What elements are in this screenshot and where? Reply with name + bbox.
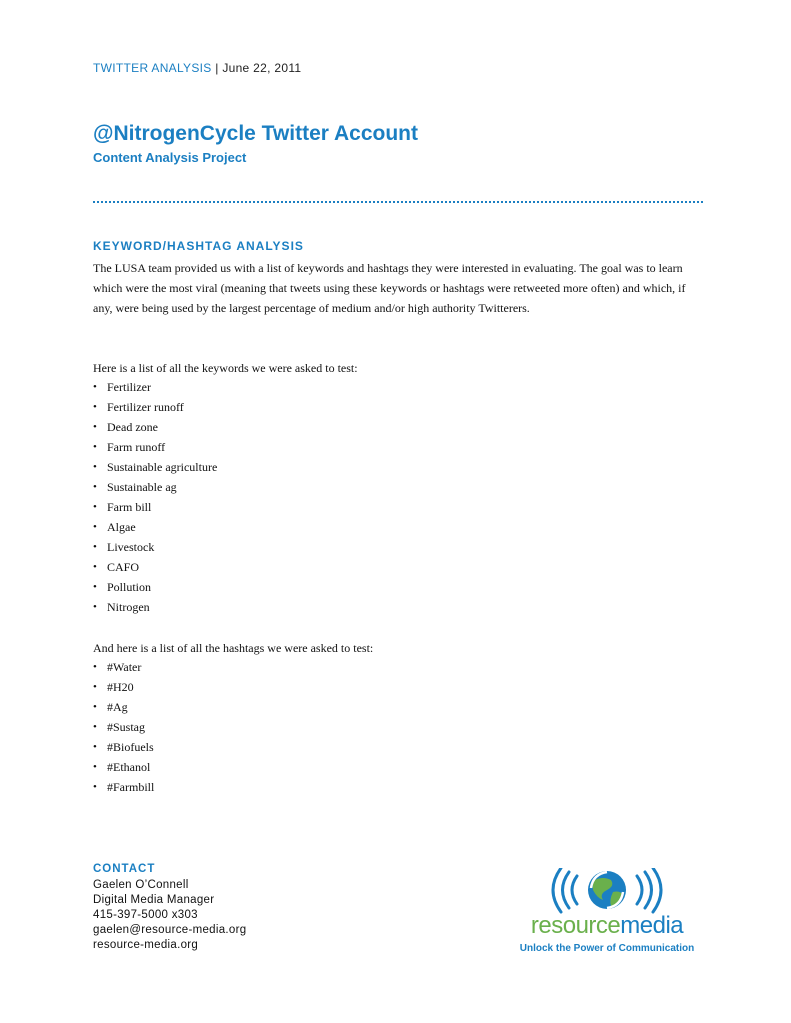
contact-name: Gaelen O’Connell: [93, 879, 189, 891]
contact-phone: 415-397-5000 x303: [93, 909, 198, 921]
bullet-icon: •: [93, 481, 97, 493]
bullet-icon: •: [93, 661, 97, 673]
bullet-icon: •: [93, 601, 97, 613]
keywords-list: [93, 377, 217, 617]
bullet-icon: •: [93, 761, 97, 773]
dotted-divider: [93, 201, 703, 203]
hashtag-item: [93, 757, 154, 777]
keyword-item: [93, 577, 217, 597]
contact-block: [93, 878, 246, 953]
hashtag-label: #Farmbill: [107, 780, 155, 794]
logo-word-resource: resource: [530, 912, 621, 939]
keyword-item: [93, 377, 217, 397]
keyword-label: Algae: [107, 520, 136, 534]
hashtag-item: [93, 737, 154, 757]
bullet-icon: •: [93, 581, 97, 593]
hashtag-label: #Ag: [107, 700, 128, 714]
bullet-icon: •: [93, 561, 97, 573]
keyword-label: Farm bill: [107, 500, 152, 514]
hashtag-label: #Water: [107, 660, 142, 674]
bullet-icon: •: [93, 541, 97, 553]
hashtags-list: [93, 657, 154, 797]
bullet-icon: •: [93, 781, 97, 793]
keyword-label: Dead zone: [107, 420, 158, 434]
running-header: [93, 61, 301, 75]
keyword-item: [93, 557, 217, 577]
logo-wordmark: [507, 912, 707, 940]
globe-signal-icon: [507, 868, 707, 914]
bullet-icon: •: [93, 401, 97, 413]
hashtag-label: #Biofuels: [107, 740, 154, 754]
keyword-label: Sustainable ag: [107, 480, 177, 494]
keyword-item: [93, 517, 217, 537]
contact-website: resource-media.org: [93, 939, 199, 951]
bullet-icon: •: [93, 501, 97, 513]
contact-role: Digital Media Manager: [93, 894, 215, 906]
bullet-icon: •: [93, 741, 97, 753]
keyword-label: Pollution: [107, 580, 152, 594]
bullet-icon: •: [93, 681, 97, 693]
keyword-item: [93, 497, 217, 517]
logo-tagline: Unlock the Power of Communication: [519, 943, 695, 954]
hashtag-item: [93, 677, 154, 697]
bullet-icon: •: [93, 701, 97, 713]
header-brand: TWITTER ANALYSIS: [93, 61, 212, 75]
hashtag-label: #Ethanol: [107, 760, 151, 774]
keyword-item: [93, 397, 217, 417]
keyword-label: CAFO: [107, 560, 140, 574]
hashtags-intro: And here is a list of all the hashtags we were asked to test:: [93, 641, 374, 655]
contact-heading: CONTACT: [93, 863, 156, 875]
keyword-label: Livestock: [107, 540, 155, 554]
hashtag-label: #H20: [107, 680, 134, 694]
keyword-label: Farm runoff: [107, 440, 166, 454]
section-intro-paragraph: The LUSA team provided us with a list of keywords and hashtags they were interested in evaluating. The goal was to learn which were the most viral (meaning that tweets using these keywords or hashtags were retweeted more often) and which, if any, were being used by the largest percentage of medium and/or high authority Twitterers.: [93, 261, 686, 315]
hashtag-label: #Sustag: [107, 720, 146, 734]
bullet-icon: •: [93, 461, 97, 473]
keyword-item: [93, 417, 217, 437]
keyword-label: Nitrogen: [107, 600, 150, 614]
document-title: @NitrogenCycle Twitter Account: [93, 122, 419, 145]
keyword-item: [93, 597, 217, 617]
keywords-intro: Here is a list of all the keywords we were asked to test:: [93, 361, 358, 375]
header-date: June 22, 2011: [222, 61, 302, 75]
contact-email: gaelen@resource-media.org: [93, 924, 247, 936]
document-subtitle: Content Analysis Project: [93, 150, 247, 165]
keyword-label: Fertilizer: [107, 380, 151, 394]
bullet-icon: •: [93, 721, 97, 733]
hashtag-item: [93, 777, 154, 797]
keyword-item: [93, 537, 217, 557]
bullet-icon: •: [93, 381, 97, 393]
header-separator: |: [215, 61, 219, 75]
bullet-icon: •: [93, 441, 97, 453]
resource-media-logo: [507, 868, 707, 963]
hashtag-item: [93, 697, 154, 717]
logo-word-media: media: [620, 912, 684, 939]
keyword-item: [93, 457, 217, 477]
section-heading: KEYWORD/HASHTAG ANALYSIS: [93, 239, 304, 253]
bullet-icon: •: [93, 421, 97, 433]
keyword-label: Fertilizer runoff: [107, 400, 184, 414]
bullet-icon: •: [93, 521, 97, 533]
keyword-item: [93, 477, 217, 497]
keyword-item: [93, 437, 217, 457]
hashtag-item: [93, 717, 154, 737]
hashtag-item: [93, 657, 154, 677]
keyword-label: Sustainable agriculture: [107, 460, 218, 474]
